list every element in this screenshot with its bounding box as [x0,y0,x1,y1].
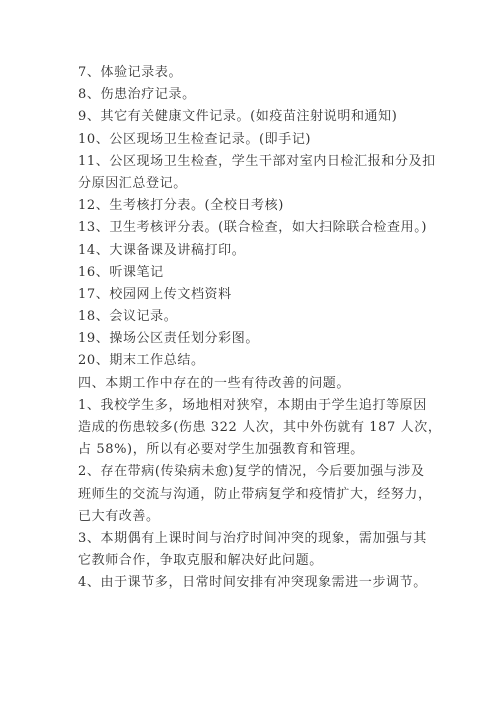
text-line: 19、操场公区责任划分彩图。 [78,331,259,347]
text-line: 16、听课笔记 [78,264,164,280]
text-line: 占 58%)，所以有必要对学生加强教育和管理。 [78,442,364,458]
text-line: 10、公区现场卫生检查记录。(即手记) [78,131,312,147]
text-line: 1、我校学生多，场地相对狭窄，本期由于学生追打等原因 [78,397,427,413]
text-line: 它教师合作，争取克服和解决好此问题。 [78,553,323,569]
text-line: 20、期末工作总结。 [78,353,205,369]
text-line: 18、会议记录。 [78,309,178,325]
text-line: 12、生考核打分表。(全校日考核) [78,198,284,214]
text-line: 3、本期偶有上课时间与治疗时间冲突的现象，需加强与其 [78,530,427,546]
section-heading: 四、本期工作中存在的一些有待改善的问题。 [78,375,351,391]
document-body [78,62,442,595]
text-line: 17、校园网上传文档资料 [78,286,232,302]
text-line: 7、体验记录表。 [78,65,183,80]
text-line: 造成的伤患较多(伤患 322 人次，其中外伤就有 187 人次， [78,420,442,435]
text-line: 14、大课备课及讲稿打印。 [78,242,246,258]
text-line: 班师生的交流与沟通，防止带病复学和疫情扩大，经努力， [78,486,432,502]
text-line: 2、存在带病(传染病未愈)复学的情况，今后要加强与涉及 [78,464,425,480]
text-line: 13、卫生考核评分表。(联合检查，如大扫除联合检查用。) [78,220,427,236]
text-line: 8、伤患治疗记录。 [78,87,196,103]
text-line: 9、其它有关健康文件记录。(如疫苗注射说明和通知) [78,109,398,125]
text-line: 分原因汇总登记。 [78,175,187,191]
text-line: 11、公区现场卫生检查，学生干部对室内日检汇报和分及扣 [78,153,436,169]
text-line: 已大有改善。 [78,508,160,524]
text-line: 4、由于课节多，日常时间安排有冲突现象需进一步调节。 [78,575,427,591]
